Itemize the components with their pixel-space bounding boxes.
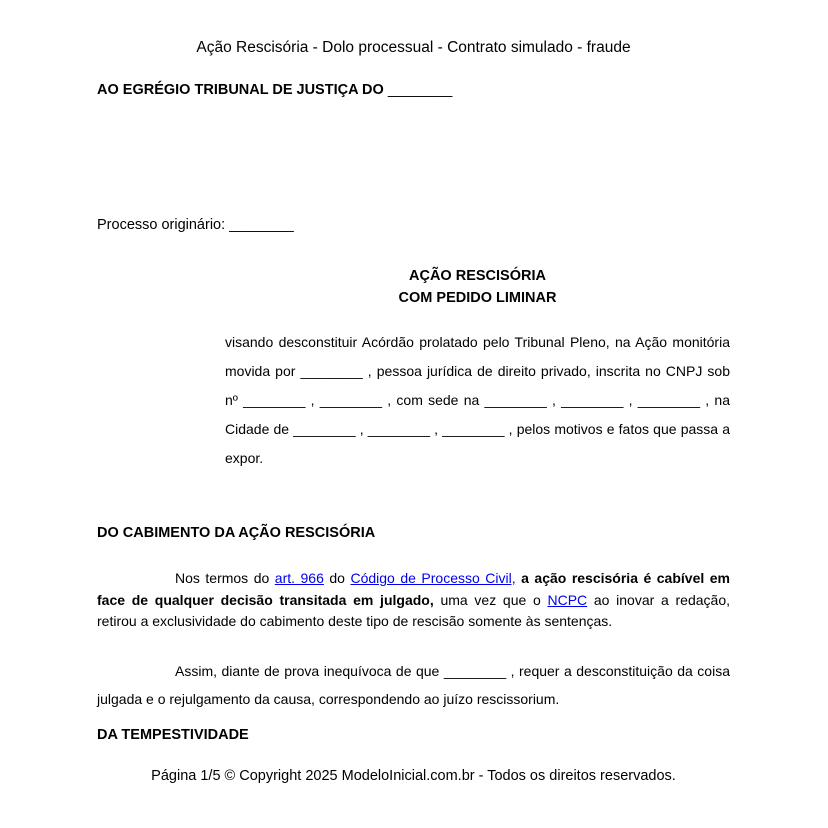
doc-title-line2: COM PEDIDO LIMINAR (398, 290, 557, 306)
link-art-966[interactable]: art. 966 (274, 570, 324, 586)
addressee-blank: ________ (387, 82, 453, 98)
bold-thesis-segment: a ação rescisória é cabível em face de qualquer decisão transitada em julgado, (97, 570, 730, 608)
cabimento-paragraph (97, 568, 730, 633)
text-segment: do (323, 570, 351, 586)
addressee-label: AO EGRÉGIO TRIBUNAL DE JUSTIÇA DO (97, 82, 384, 98)
process-label: Processo originário: (97, 217, 226, 233)
section-heading-tempestividade: DA TEMPESTIVIDADE (97, 726, 249, 743)
link-codigo-processo-civil[interactable]: Código de Processo Civil, (350, 570, 516, 586)
text-segment: Nos termos do (175, 570, 275, 586)
section-heading-cabimento: DO CABIMENTO DA AÇÃO RESCISÓRIA (97, 525, 376, 541)
doc-title (225, 265, 730, 309)
text-segment: ao inovar a redação, retirou a exclusividade do cabimento deste tipo de rescisão somente às sentenças. (97, 591, 730, 629)
process-number-line (97, 217, 730, 234)
link-ncpc[interactable]: NCPC (547, 591, 588, 608)
doc-title-line1: AÇÃO RESCISÓRIA (409, 268, 546, 284)
doc-category-title: Ação Rescisória - Dolo processual - Contrato simulado - fraude (196, 39, 631, 56)
addressee-line (97, 82, 730, 99)
page-footer: Página 1/5 © Copyright 2025 ModeloInicial.com.br - Todos os direitos reservados. (151, 767, 676, 784)
process-blank: ________ (229, 217, 294, 233)
text-segment: uma vez que o (433, 591, 548, 608)
intro-paragraph: visando desconstituir Acórdão prolatado pelo Tribunal Pleno, na Ação monitória movida por ________ , pessoa jurídica de direito privado, inscrita no CNPJ sob nº ________ , ________ , com sede na ________ , ________ , ________ , na Cidade de ________ , ________ , ________ , pelos motivos e fatos que passa a expor. (225, 334, 730, 466)
assim-paragraph: Assim, diante de prova inequívoca de que ________ , requer a desconstituição da coisa julgada e o rejulgamento da causa, correspondendo ao juízo rescissorium. (97, 662, 730, 707)
